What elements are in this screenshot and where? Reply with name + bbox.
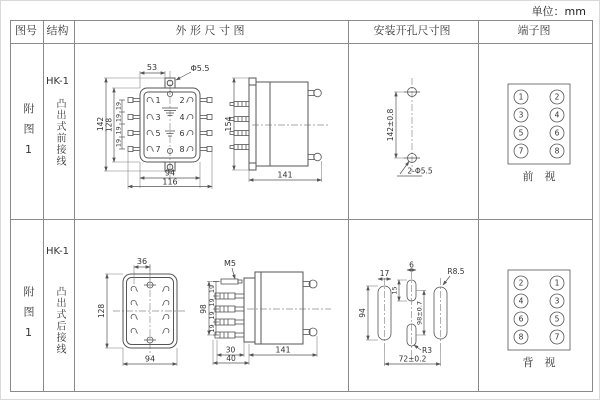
dim-phi55: Φ5.5 (190, 64, 210, 73)
relay-body-side (249, 78, 308, 170)
header-terminal: 端子图 (517, 24, 551, 37)
table-line-v3 (348, 21, 349, 391)
svg-text:6: 6 (518, 314, 524, 324)
svg-text:8: 8 (179, 145, 185, 154)
svg-text:4: 4 (518, 296, 524, 306)
terminal-circle-numbers (519, 93, 560, 156)
view-caption-back: 背 视 (522, 356, 556, 369)
dim-6: 6 (409, 260, 414, 270)
svg-text:8: 8 (554, 146, 560, 156)
dim-36: 36 (136, 257, 148, 266)
svg-text:7: 7 (155, 145, 161, 154)
dim-98-07: 98±0.7 (415, 300, 424, 326)
svg-text:6: 6 (554, 128, 560, 138)
header-fig-no: 图号 (15, 24, 37, 37)
dim-pitch-19: 19 (114, 113, 123, 123)
svg-text:7: 7 (554, 332, 560, 342)
svg-text:5: 5 (554, 314, 560, 324)
dim-pitch-19: 19 (114, 101, 123, 111)
svg-text:5: 5 (518, 128, 524, 138)
dim-2-phi55: 2-Φ5.5 (407, 166, 433, 176)
dim-141: 141 (275, 345, 291, 355)
row1-outline-side-view (225, 58, 337, 196)
dim-142-08: 142±0.8 (386, 108, 395, 142)
svg-text:4: 4 (179, 113, 185, 122)
mounting-slots (378, 280, 447, 346)
row1-fig-no: 附图1 (22, 103, 35, 165)
terminal-studs-side (215, 293, 244, 338)
relay-body-side (244, 272, 303, 344)
row2-fig-no: 附图1 (22, 286, 35, 348)
dim-30: 30 (225, 345, 236, 355)
table-line-v4 (478, 21, 479, 391)
dim-17: 17 (379, 269, 390, 278)
svg-text:1: 1 (518, 92, 524, 102)
row2-terminal-view (494, 262, 590, 380)
header-structure: 结构 (46, 24, 69, 37)
dim-94: 94 (164, 168, 176, 178)
dim-128: 128 (97, 303, 106, 319)
view-caption-front: 前 视 (522, 170, 556, 183)
mounting-screw-m5 (221, 279, 242, 284)
terminal-block-outline (508, 84, 570, 164)
svg-text:5: 5 (155, 129, 161, 138)
svg-text:3: 3 (155, 113, 161, 122)
dim-pitch-19: 19 (208, 324, 217, 333)
dim-pitch-19: 19 (114, 126, 123, 135)
row2-outline-front-view (93, 252, 205, 382)
dim-72-02: 72±0.2 (398, 354, 427, 364)
dim-r3: R3 (422, 346, 432, 355)
terminal-circle-numbers (519, 279, 560, 342)
unit-label: 单位：mm (531, 5, 586, 18)
svg-text:1: 1 (155, 96, 161, 105)
svg-text:8: 8 (518, 332, 524, 342)
svg-text:2: 2 (179, 96, 185, 105)
row2-model: HK-1 (46, 246, 69, 257)
dim-40: 40 (226, 353, 236, 363)
table-line-v2 (74, 21, 75, 391)
row1-outline-front-view (92, 58, 220, 196)
dim-pitch-19: 19 (208, 298, 217, 307)
svg-text:3: 3 (518, 110, 524, 120)
dim-98: 98 (199, 304, 208, 314)
svg-text:2: 2 (554, 92, 560, 102)
dim-142: 142 (96, 116, 105, 132)
front-mounting-studs (303, 280, 317, 336)
dim-15: 15 (390, 286, 399, 295)
dim-pitch-19: 19 (208, 311, 217, 320)
row2-mounting-hole-diagram (350, 258, 474, 386)
row2-wiring: 凸出式后接线 (54, 286, 65, 355)
table-line-rowdivider (11, 219, 592, 220)
dim-154: 154 (224, 116, 233, 132)
dim-128: 128 (104, 117, 114, 133)
row1-wiring: 凸出式前接线 (54, 98, 65, 167)
dimensions (96, 63, 212, 189)
dim-m5: M5 (224, 259, 236, 268)
svg-text:3: 3 (554, 296, 560, 306)
table-line-header (11, 43, 592, 44)
header-outline: 外 形 尺 寸 图 (175, 24, 245, 37)
row1-model: HK-1 (46, 76, 69, 87)
row1-terminal-view (494, 78, 590, 190)
svg-text:6: 6 (179, 129, 185, 138)
svg-text:7: 7 (518, 146, 524, 156)
svg-text:1: 1 (554, 278, 560, 288)
terminal-block-outline (508, 270, 570, 350)
dim-pitch-19: 19 (208, 284, 217, 294)
svg-text:4: 4 (554, 110, 560, 120)
svg-text:2: 2 (518, 278, 524, 288)
dim-53: 53 (146, 63, 158, 72)
dim-r85: R8.5 (447, 267, 465, 276)
dimensions (97, 257, 177, 366)
row2-outline-side-view (199, 252, 343, 380)
dim-116: 116 (162, 177, 178, 187)
mounting-holes (404, 88, 420, 163)
dim-94: 94 (358, 308, 367, 318)
header-mounting: 安装开孔尺寸图 (373, 24, 451, 37)
dim-141: 141 (277, 170, 293, 180)
dim-94: 94 (144, 354, 156, 364)
dimensions (386, 92, 433, 176)
dim-pitch-19: 19 (114, 138, 123, 148)
row1-mounting-hole-diagram (350, 60, 474, 190)
